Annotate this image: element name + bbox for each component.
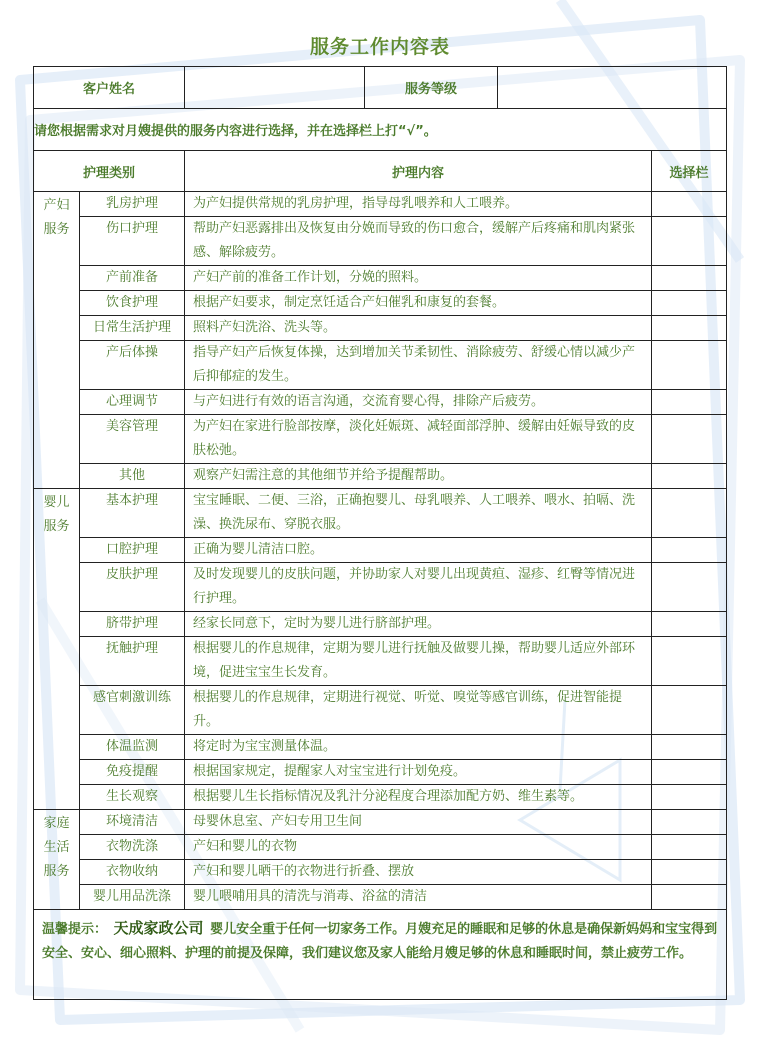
select-cell[interactable] — [652, 885, 727, 910]
service-description: 产妇和婴儿的衣物 — [185, 835, 652, 860]
service-description: 为产妇在家进行脸部按摩，淡化妊娠斑、减轻面部浮肿、缓解由妊娠导致的皮肤松弛。 — [185, 415, 652, 464]
select-cell[interactable] — [652, 464, 727, 489]
table-row — [34, 810, 727, 835]
service-description: 婴儿喂哺用具的清洗与消毒、浴盆的清洁 — [185, 885, 652, 910]
table-row — [34, 291, 727, 316]
select-cell[interactable] — [652, 291, 727, 316]
service-description: 将定时为宝宝测量体温。 — [185, 735, 652, 760]
subcategory-label: 抚触护理 — [80, 637, 185, 686]
select-cell[interactable] — [652, 637, 727, 686]
service-description: 产妇和婴儿晒干的衣物进行折叠、摆放 — [185, 860, 652, 885]
table-row — [34, 316, 727, 341]
table-row — [34, 266, 727, 291]
service-description: 根据国家规定，提醒家人对宝宝进行计划免疫。 — [185, 760, 652, 785]
subcategory-label: 基本护理 — [80, 489, 185, 538]
service-level-label: 服务等级 — [365, 67, 498, 109]
subcategory-label: 衣物收纳 — [80, 860, 185, 885]
subcategory-label: 日常生活护理 — [80, 316, 185, 341]
select-cell[interactable] — [652, 266, 727, 291]
service-description: 观察产妇需注意的其他细节并给予提醒帮助。 — [185, 464, 652, 489]
service-description: 根据婴儿的作息规律，定期进行视觉、听觉、嗅觉等感官训练，促进智能提升。 — [185, 686, 652, 735]
select-cell[interactable] — [652, 341, 727, 390]
page-title: 服务工作内容表 — [309, 36, 450, 58]
tip-text: 婴儿安全重于任何一切家务工作。月嫂充足的睡眠和足够的休息是确保新妈妈和宝宝得到安全、安心、细心照料、护理的前提及保障，我们建议您及家人能给月嫂足够的休息和睡眠时间，禁止疲劳工作。 — [42, 922, 718, 961]
subcategory-label: 心理调节 — [80, 390, 185, 415]
table-row — [34, 538, 727, 563]
client-info-row — [34, 67, 727, 109]
service-description: 经家长同意下，定时为婴儿进行脐部护理。 — [185, 612, 652, 637]
select-cell[interactable] — [652, 735, 727, 760]
table-row — [34, 735, 727, 760]
table-row — [34, 835, 727, 860]
table-row — [34, 637, 727, 686]
group-label: 产妇 服务 — [34, 192, 80, 489]
subcategory-label: 脐带护理 — [80, 612, 185, 637]
table-row — [34, 217, 727, 266]
select-cell[interactable] — [652, 316, 727, 341]
table-row — [34, 860, 727, 885]
select-cell[interactable] — [652, 390, 727, 415]
service-level-field[interactable] — [498, 67, 727, 109]
subcategory-label: 免疫提醒 — [80, 760, 185, 785]
footer-note — [34, 910, 727, 1000]
service-description: 母婴休息室、产妇专用卫生间 — [185, 810, 652, 835]
service-description: 照料产妇洗浴、洗头等。 — [185, 316, 652, 341]
subcategory-label: 皮肤护理 — [80, 563, 185, 612]
tip-label: 温馨提示： — [42, 922, 108, 937]
select-cell[interactable] — [652, 860, 727, 885]
service-table — [33, 66, 727, 1000]
select-cell[interactable] — [652, 760, 727, 785]
table-row — [34, 563, 727, 612]
service-description: 为产妇提供常规的乳房护理，指导母乳喂养和人工喂养。 — [185, 192, 652, 217]
select-cell[interactable] — [652, 563, 727, 612]
select-cell[interactable] — [652, 686, 727, 735]
table-row — [34, 885, 727, 910]
instruction-text: 请您根据需求对月嫂提供的服务内容进行选择，并在选择栏上打“√”。 — [34, 109, 727, 151]
service-description: 与产妇进行有效的语言沟通，交流育婴心得，排除产后疲劳。 — [185, 390, 652, 415]
service-description: 根据婴儿的作息规律，定期为婴儿进行抚触及做婴儿操，帮助婴儿适应外部环境，促进宝宝生长发育。 — [185, 637, 652, 686]
client-name-label: 客户姓名 — [34, 67, 185, 109]
column-select: 选择栏 — [652, 151, 727, 192]
subcategory-label: 饮食护理 — [80, 291, 185, 316]
select-cell[interactable] — [652, 217, 727, 266]
subcategory-label: 其他 — [80, 464, 185, 489]
service-description: 根据产妇要求，制定烹饪适合产妇催乳和康复的套餐。 — [185, 291, 652, 316]
select-cell[interactable] — [652, 810, 727, 835]
instruction-row — [34, 109, 727, 151]
service-description: 及时发现婴儿的皮肤问题，并协助家人对婴儿出现黄疸、湿疹、红臀等情况进行护理。 — [185, 563, 652, 612]
column-content: 护理内容 — [185, 151, 652, 192]
table-row — [34, 760, 727, 785]
service-description: 正确为婴儿清洁口腔。 — [185, 538, 652, 563]
select-cell[interactable] — [652, 538, 727, 563]
group-label: 婴儿 服务 — [34, 489, 80, 810]
subcategory-label: 美容管理 — [80, 415, 185, 464]
select-cell[interactable] — [652, 489, 727, 538]
select-cell[interactable] — [652, 415, 727, 464]
table-row — [34, 464, 727, 489]
subcategory-label: 衣物洗涤 — [80, 835, 185, 860]
select-cell[interactable] — [652, 612, 727, 637]
subcategory-label: 伤口护理 — [80, 217, 185, 266]
subcategory-label: 产前准备 — [80, 266, 185, 291]
table-row — [34, 612, 727, 637]
service-description: 产妇产前的准备工作计划，分娩的照料。 — [185, 266, 652, 291]
subcategory-label: 体温监测 — [80, 735, 185, 760]
column-header-row — [34, 151, 727, 192]
subcategory-label: 生长观察 — [80, 785, 185, 810]
table-row — [34, 686, 727, 735]
subcategory-label: 婴儿用品洗涤 — [80, 885, 185, 910]
table-row — [34, 341, 727, 390]
service-description: 根据婴儿生长指标情况及乳汁分泌程度合理添加配方奶、维生素等。 — [185, 785, 652, 810]
table-row — [34, 390, 727, 415]
client-name-field[interactable] — [185, 67, 365, 109]
footer-row — [34, 910, 727, 1000]
subcategory-label: 环境清洁 — [80, 810, 185, 835]
subcategory-label: 感官刺激训练 — [80, 686, 185, 735]
table-row — [34, 489, 727, 538]
service-description: 帮助产妇恶露排出及恢复由分娩而导致的伤口愈合，缓解产后疼痛和肌肉紧张感、解除疲劳。 — [185, 217, 652, 266]
subcategory-label: 口腔护理 — [80, 538, 185, 563]
table-row — [34, 785, 727, 810]
select-cell[interactable] — [652, 192, 727, 217]
group-label: 家庭 生活 服务 — [34, 810, 80, 910]
select-cell[interactable] — [652, 835, 727, 860]
subcategory-label: 乳房护理 — [80, 192, 185, 217]
company-name: 天成家政公司 — [113, 919, 204, 937]
table-row — [34, 415, 727, 464]
service-description: 宝宝睡眠、二便、三浴，正确抱婴儿、母乳喂养、人工喂养、喂水、拍嗝、洗澡、换洗尿布、穿脱衣服。 — [185, 489, 652, 538]
table-row — [34, 192, 727, 217]
column-category: 护理类别 — [34, 151, 185, 192]
service-description: 指导产妇产后恢复体操，达到增加关节柔韧性、消除疲劳、舒缓心情以减少产后抑郁症的发生。 — [185, 341, 652, 390]
subcategory-label: 产后体操 — [80, 341, 185, 390]
select-cell[interactable] — [652, 785, 727, 810]
